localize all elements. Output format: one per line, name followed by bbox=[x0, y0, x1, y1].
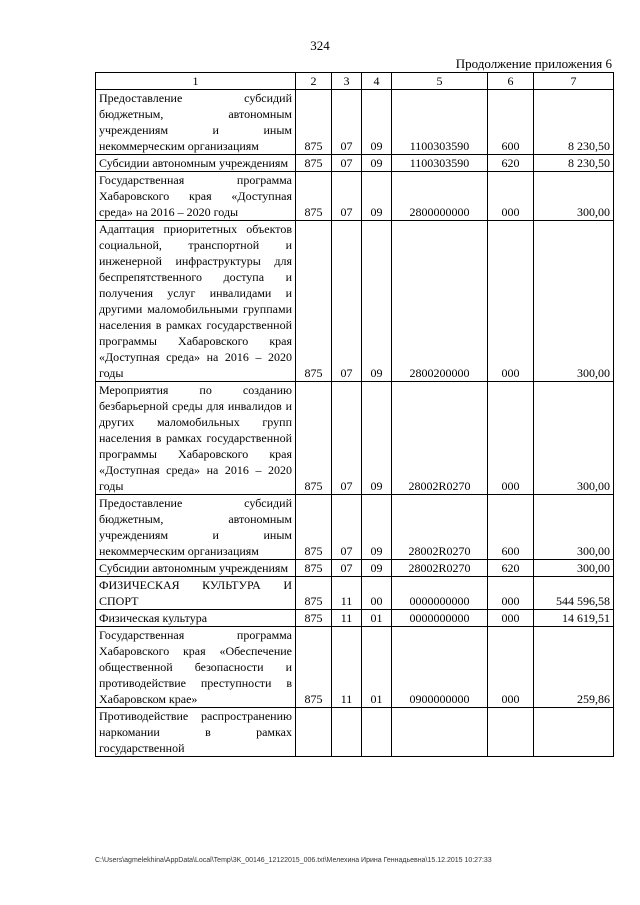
cell-subsection: 09 bbox=[362, 90, 392, 155]
cell-expense-type: 600 bbox=[488, 90, 534, 155]
cell-expense-type: 000 bbox=[488, 221, 534, 382]
cell-expense-type: 000 bbox=[488, 172, 534, 221]
table-row bbox=[96, 610, 614, 627]
row-name: Мероприятия по созданию безбарьерной среды для инвалидов и других маломобильных групп населения в рамках государственной программы Хабаровского края «Доступная среда» на 2016 – 2020 годы bbox=[96, 382, 296, 495]
cell-subsection: 09 bbox=[362, 382, 392, 495]
cell-section: 07 bbox=[332, 560, 362, 577]
cell-subsection: 01 bbox=[362, 610, 392, 627]
cell-ministry: 875 bbox=[296, 610, 332, 627]
cell-ministry: 875 bbox=[296, 577, 332, 610]
cell-amount: 300,00 bbox=[534, 221, 614, 382]
column-header: 7 bbox=[534, 73, 614, 90]
table-row bbox=[96, 495, 614, 560]
cell-target: 1100303590 bbox=[392, 90, 488, 155]
cell-section bbox=[332, 708, 362, 757]
page-number: 324 bbox=[310, 38, 330, 53]
cell-target: 28002R0270 bbox=[392, 560, 488, 577]
cell-target bbox=[392, 708, 488, 757]
cell-section: 07 bbox=[332, 172, 362, 221]
row-name: Предоставление субсидий бюджетным, автономным учреждениям и иным некоммерческим организациям bbox=[96, 90, 296, 155]
row-name: ФИЗИЧЕСКАЯ КУЛЬТУРА И СПОРТ bbox=[96, 577, 296, 610]
cell-ministry: 875 bbox=[296, 172, 332, 221]
table-row bbox=[96, 560, 614, 577]
row-name: Физическая культура bbox=[96, 610, 296, 627]
table-row bbox=[96, 382, 614, 495]
cell-subsection: 09 bbox=[362, 221, 392, 382]
table-header-row bbox=[96, 73, 614, 90]
table-row bbox=[96, 90, 614, 155]
cell-expense-type: 000 bbox=[488, 577, 534, 610]
cell-amount: 259,86 bbox=[534, 627, 614, 708]
row-name: Адаптация приоритетных объектов социальной, транспортной и инженерной инфраструктуры для беспрепятственного доступа и получения услуг инвалидами и другими маломобильными группами населения в рамках государственной программы Хабаровского края «Доступная среда» на 2016 – 2020 годы bbox=[96, 221, 296, 382]
cell-expense-type: 620 bbox=[488, 560, 534, 577]
column-header: 3 bbox=[332, 73, 362, 90]
table-row bbox=[96, 172, 614, 221]
cell-amount: 8 230,50 bbox=[534, 90, 614, 155]
row-name: Государственная программа Хабаровского края «Доступная среда» на 2016 – 2020 годы bbox=[96, 172, 296, 221]
cell-section: 07 bbox=[332, 90, 362, 155]
cell-amount: 300,00 bbox=[534, 495, 614, 560]
cell-expense-type: 620 bbox=[488, 155, 534, 172]
cell-amount: 544 596,58 bbox=[534, 577, 614, 610]
table-row bbox=[96, 221, 614, 382]
cell-target: 28002R0270 bbox=[392, 382, 488, 495]
column-header: 4 bbox=[362, 73, 392, 90]
cell-expense-type: 600 bbox=[488, 495, 534, 560]
cell-target: 1100303590 bbox=[392, 155, 488, 172]
cell-target: 2800200000 bbox=[392, 221, 488, 382]
cell-subsection: 09 bbox=[362, 172, 392, 221]
cell-section: 07 bbox=[332, 495, 362, 560]
cell-expense-type: 000 bbox=[488, 382, 534, 495]
cell-ministry: 875 bbox=[296, 382, 332, 495]
table-row bbox=[96, 577, 614, 610]
column-header: 2 bbox=[296, 73, 332, 90]
row-name: Предоставление субсидий бюджетным, автономным учреждениям и иным некоммерческим организациям bbox=[96, 495, 296, 560]
cell-ministry: 875 bbox=[296, 560, 332, 577]
cell-amount: 300,00 bbox=[534, 560, 614, 577]
cell-amount: 8 230,50 bbox=[534, 155, 614, 172]
row-name: Субсидии автономным учреждениям bbox=[96, 560, 296, 577]
cell-section: 11 bbox=[332, 610, 362, 627]
cell-subsection: 09 bbox=[362, 495, 392, 560]
cell-subsection: 09 bbox=[362, 560, 392, 577]
cell-ministry: 875 bbox=[296, 155, 332, 172]
budget-table bbox=[95, 72, 614, 757]
cell-amount: 14 619,51 bbox=[534, 610, 614, 627]
table-row bbox=[96, 155, 614, 172]
cell-expense-type: 000 bbox=[488, 627, 534, 708]
table-row bbox=[96, 627, 614, 708]
cell-amount: 300,00 bbox=[534, 172, 614, 221]
cell-amount bbox=[534, 708, 614, 757]
cell-subsection: 01 bbox=[362, 627, 392, 708]
continuation-note: Продолжение приложения 6 bbox=[455, 56, 612, 71]
row-name: Субсидии автономным учреждениям bbox=[96, 155, 296, 172]
cell-target: 2800000000 bbox=[392, 172, 488, 221]
cell-section: 07 bbox=[332, 221, 362, 382]
cell-section: 11 bbox=[332, 627, 362, 708]
cell-expense-type: 000 bbox=[488, 610, 534, 627]
column-header: 1 bbox=[96, 73, 296, 90]
cell-subsection bbox=[362, 708, 392, 757]
cell-amount: 300,00 bbox=[534, 382, 614, 495]
table-row bbox=[96, 708, 614, 757]
cell-expense-type bbox=[488, 708, 534, 757]
cell-ministry: 875 bbox=[296, 495, 332, 560]
cell-ministry: 875 bbox=[296, 90, 332, 155]
row-name: Противодействие распространению наркомании в рамках государственной bbox=[96, 708, 296, 757]
column-header: 6 bbox=[488, 73, 534, 90]
cell-subsection: 09 bbox=[362, 155, 392, 172]
row-name: Государственная программа Хабаровского края «Обеспечение общественной безопасности и противодействие преступности в Хабаровском крае» bbox=[96, 627, 296, 708]
cell-section: 07 bbox=[332, 155, 362, 172]
cell-ministry: 875 bbox=[296, 221, 332, 382]
cell-target: 0000000000 bbox=[392, 610, 488, 627]
cell-section: 11 bbox=[332, 577, 362, 610]
cell-subsection: 00 bbox=[362, 577, 392, 610]
cell-section: 07 bbox=[332, 382, 362, 495]
cell-target: 0900000000 bbox=[392, 627, 488, 708]
column-header: 5 bbox=[392, 73, 488, 90]
cell-ministry bbox=[296, 708, 332, 757]
cell-target: 0000000000 bbox=[392, 577, 488, 610]
cell-ministry: 875 bbox=[296, 627, 332, 708]
file-path-footer: C:\Users\agmelekhina\AppData\Local\Temp\3K_00146_12122015_006.txt\Мелехина Ирина Геннадьевна\15.12.2015 10:27:33 bbox=[95, 857, 492, 864]
cell-target: 28002R0270 bbox=[392, 495, 488, 560]
